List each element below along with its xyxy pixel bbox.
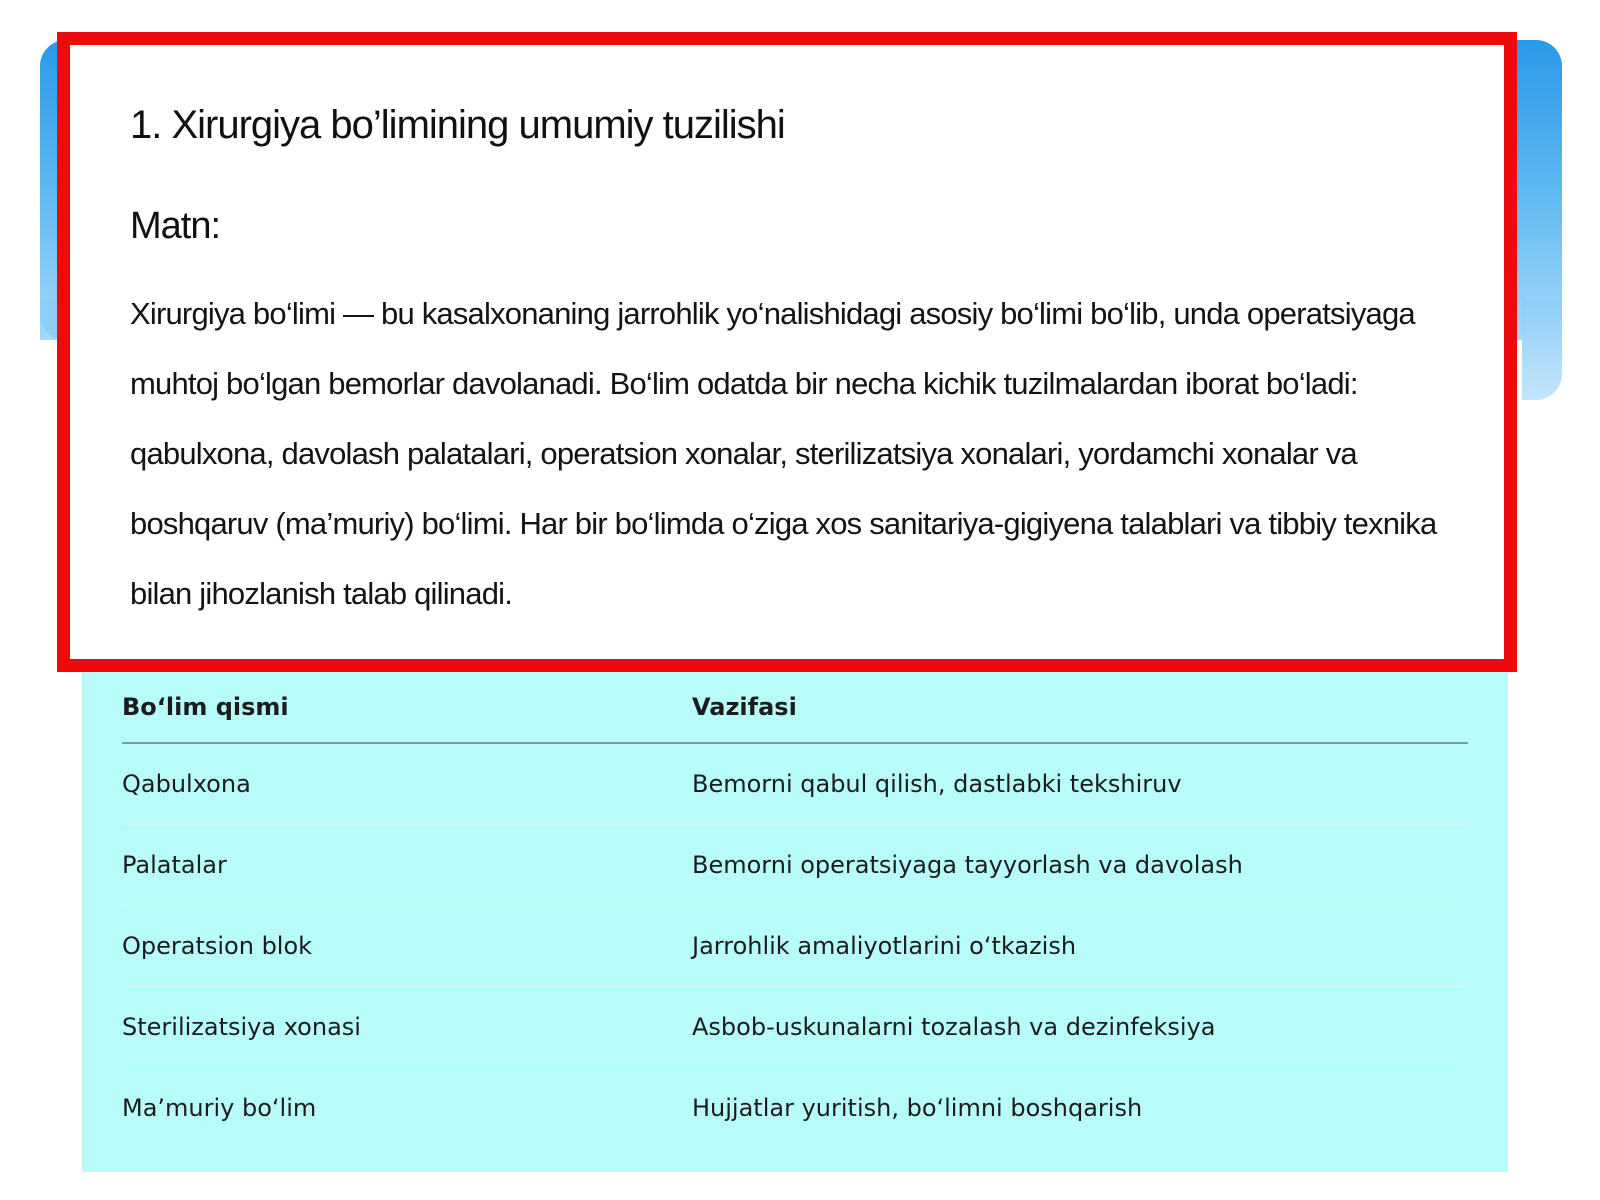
- table-cell-part: Operatsion blok: [122, 906, 692, 987]
- table-cell-function: Bemorni qabul qilish, dastlabki tekshiruv: [692, 743, 1468, 825]
- body-paragraph: Xirurgiya bo‘limi — bu kasalxonaning jarrohlik yo‘nalishidagi asosiy bo‘limi bo‘lib, unda operatsiyaga muhtoj bo‘lgan bemorlar davolanadi. Bo‘lim odatda bir necha kichik tuzilmalardan iborat bo‘ladi: qabulxona, davolash palatalari, operatsion xonalar, sterilizatsiya xonalari, yordamchi xonalar va boshqaruv (ma’muriy) bo‘limi. Har bir bo‘limda o‘ziga xos sanitariya-gigiyena talablari va tibbiy texnika bilan jihozlanish talab qilinadi.: [130, 296, 1437, 611]
- highlighted-text-box: [57, 32, 1517, 672]
- department-table: [122, 672, 1468, 1148]
- table-cell-part: Sterilizatsiya xonasi: [122, 987, 692, 1068]
- table-cell-function: Asbob-uskunalarni tozalash va dezinfeksiya: [692, 987, 1468, 1068]
- table-row: [122, 906, 1468, 987]
- section-heading: 1. Xirurgiya bo’limining umumiy tuzilishi: [130, 103, 785, 147]
- table-row: [122, 1068, 1468, 1149]
- slide-background-corner-right: [1522, 300, 1562, 400]
- table-row: [122, 743, 1468, 825]
- table-cell-part: Qabulxona: [122, 743, 692, 825]
- text-label: Matn:: [130, 205, 221, 247]
- column-header-part: Bo‘lim qismi: [122, 672, 692, 743]
- column-header-function: Vazifasi: [692, 672, 1468, 743]
- table-cell-part: Ma’muriy bo‘lim: [122, 1094, 317, 1122]
- department-table-container: [82, 672, 1508, 1172]
- table-cell-part: Palatalar: [122, 825, 692, 906]
- table-row: [122, 987, 1468, 1068]
- table-row: [122, 825, 1468, 906]
- table-cell-function: Bemorni operatsiyaga tayyorlash va davolash: [692, 825, 1468, 906]
- table-cell-function: Hujjatlar yuritish, bo‘limni boshqarish: [692, 1094, 1143, 1122]
- table-cell-function: Jarrohlik amaliyotlarini o‘tkazish: [692, 906, 1468, 987]
- table-header-row: [122, 672, 1468, 743]
